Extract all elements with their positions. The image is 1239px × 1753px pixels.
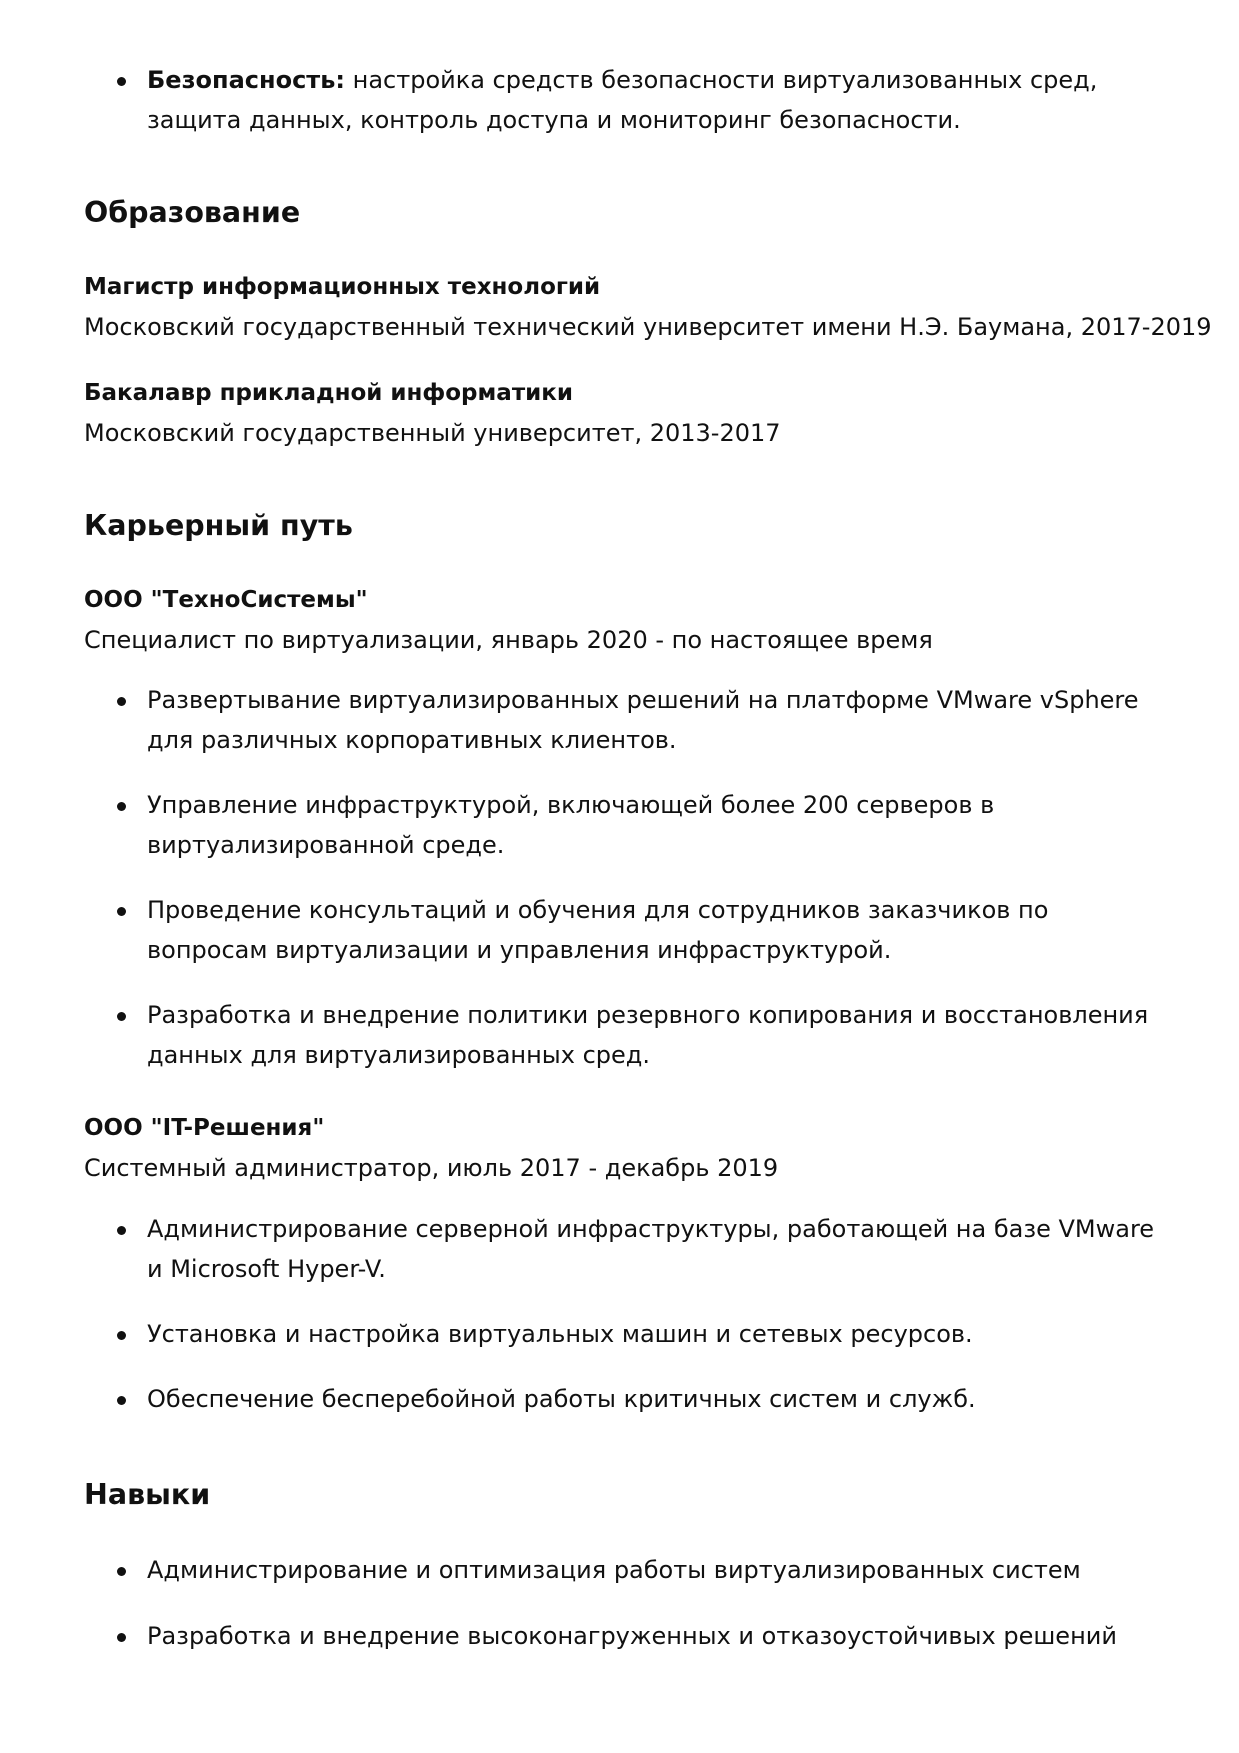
list-item: Установка и настройка виртуальных машин и сетевых ресурсов. (84, 1314, 1174, 1354)
education-heading: Образование (84, 196, 301, 229)
skills-list (84, 1550, 1174, 1656)
company-name: ООО "IT-Решения" (84, 1115, 325, 1141)
career-heading: Карьерный путь (84, 509, 353, 542)
degree-title: Бакалавр прикладной информатики (84, 380, 573, 406)
list-item: Администрирование и оптимизация работы виртуализированных систем (84, 1550, 1174, 1590)
security-list (84, 60, 1174, 140)
item-text: настройка средств безопасности виртуализованных сред, защита данных, контроль доступа и мониторинг безопасности. (147, 66, 1098, 134)
degree-institution: Московский государственный университет, 2013-2017 (84, 419, 781, 447)
list-item: Обеспечение бесперебойной работы критичных систем и служб. (84, 1379, 1174, 1419)
item-label: Безопасность: (147, 66, 345, 94)
list-item: Разработка и внедрение высоконагруженных и отказоустойчивых решений (84, 1616, 1174, 1656)
degree-institution: Московский государственный технический университет имени Н.Э. Баумана, 2017-2019 (84, 313, 1212, 341)
job-duties-list (84, 1209, 1174, 1419)
degree-title: Магистр информационных технологий (84, 274, 601, 300)
list-item: Администрирование серверной инфраструктуры, работающей на базе VMware и Microsoft Hyper-V. (84, 1209, 1174, 1289)
skills-heading: Навыки (84, 1478, 211, 1511)
job-duties-list (84, 680, 1174, 1075)
list-item (84, 60, 1174, 140)
list-item: Разработка и внедрение политики резервного копирования и восстановления данных для виртуализированных сред. (84, 995, 1174, 1075)
list-item: Управление инфраструктурой, включающей более 200 серверов в виртуализированной среде. (84, 785, 1174, 865)
list-item: Проведение консультаций и обучения для сотрудников заказчиков по вопросам виртуализации и управления инфраструктурой. (84, 890, 1174, 970)
job-position: Специалист по виртуализации, январь 2020 - по настоящее время (84, 626, 933, 654)
job-position: Системный администратор, июль 2017 - декабрь 2019 (84, 1154, 779, 1182)
list-item: Развертывание виртуализированных решений на платформе VMware vSphere для различных корпоративных клиентов. (84, 680, 1174, 760)
company-name: ООО "ТехноСистемы" (84, 587, 368, 613)
